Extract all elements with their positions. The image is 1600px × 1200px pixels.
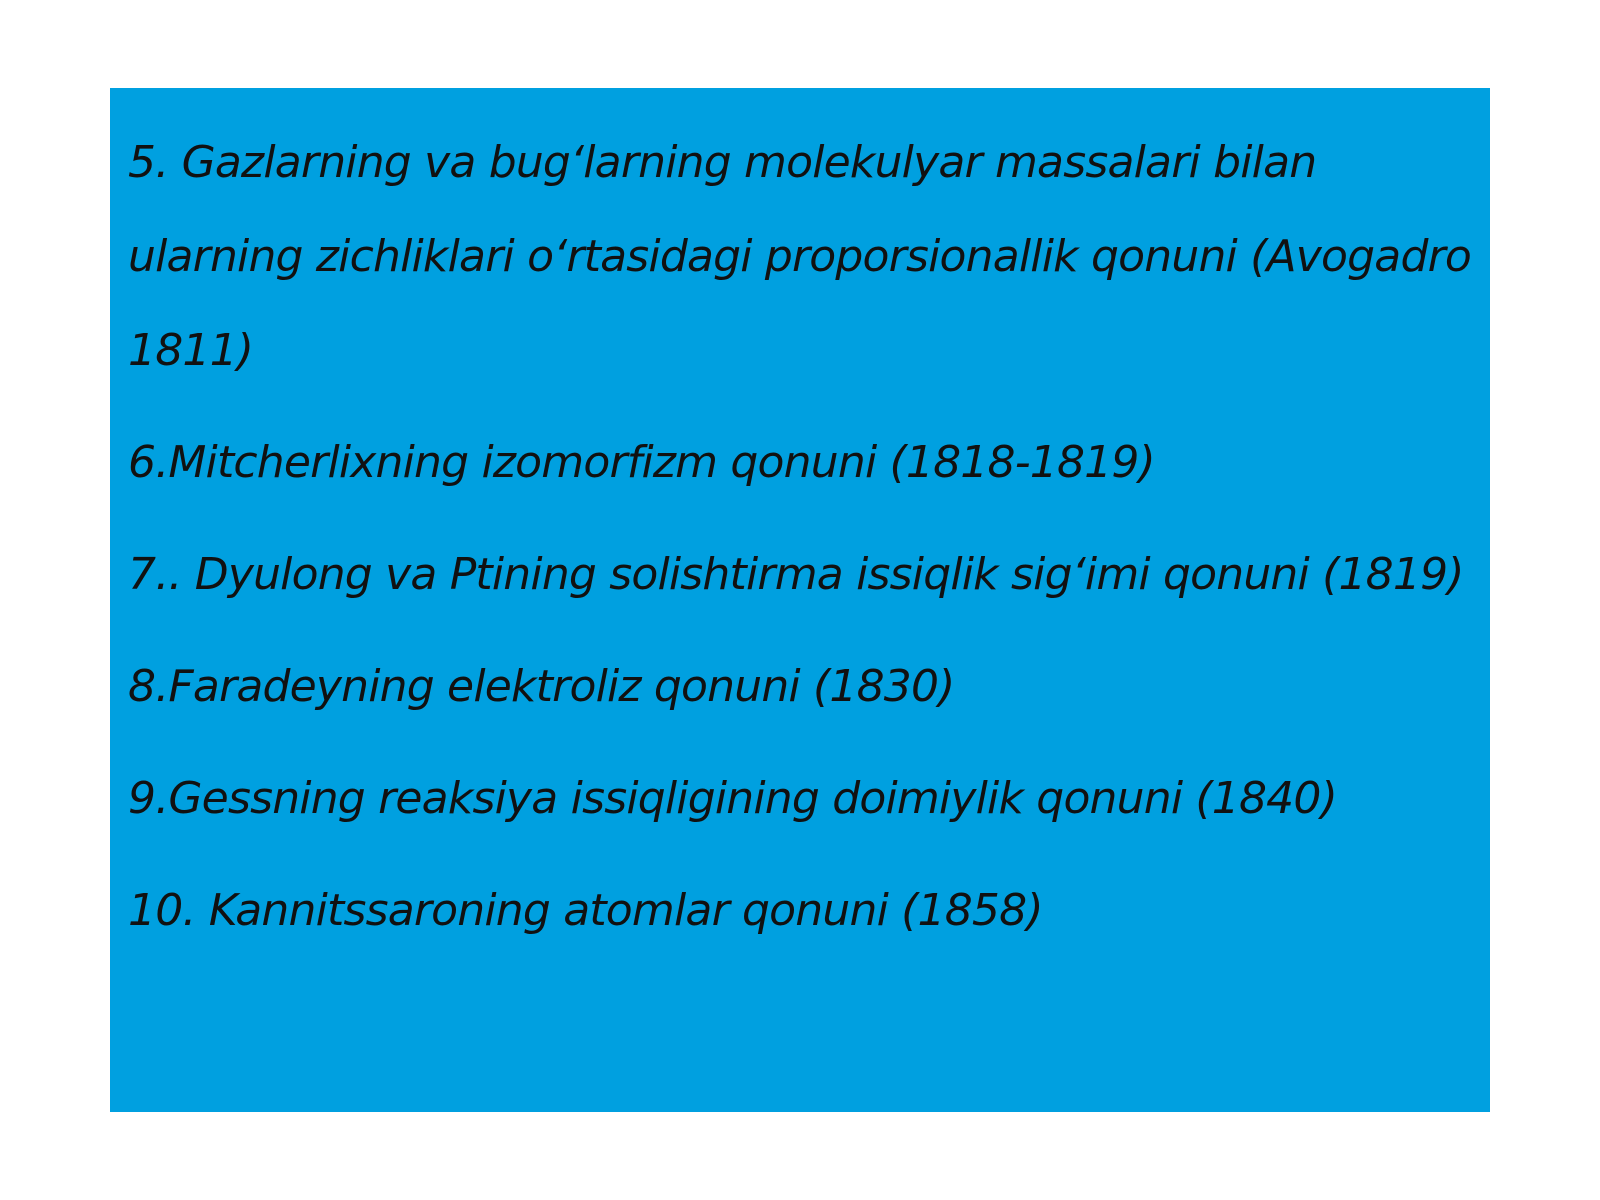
list-item-avogadro-law: 5. Gazlarning va bug‘larning molekulyar massalari bilan ularning zichliklari o‘rtasidagi proporsionallik qonuni (Avogadro 1811) <box>128 137 1472 376</box>
list-item-mitscherlich-law: 6.Mitcherlixning izomorfizm qonuni (1818-1819) <box>128 437 1155 488</box>
list-item-faraday-law: 8.Faradeyning elektroliz qonuni (1830) <box>128 661 955 712</box>
list-item-dulong-petit-law: 7.. Dyulong va Ptining solishtirma issiqlik sig‘imi qonuni (1819) <box>128 549 1464 600</box>
list-item-cannizzaro-law: 10. Kannitssaroning atomlar qonuni (1858) <box>128 885 1043 936</box>
list-item-hess-law: 9.Gessning reaksiya issiqligining doimiylik qonuni (1840) <box>128 773 1337 824</box>
content-box <box>110 88 1490 1112</box>
